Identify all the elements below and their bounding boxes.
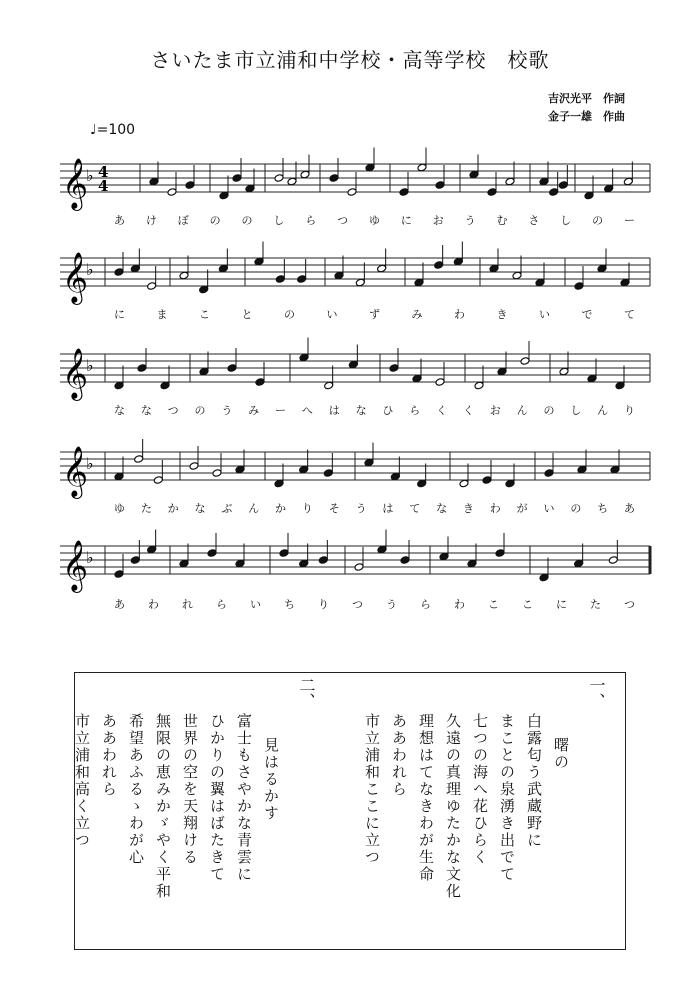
lyric-syllable: あ: [624, 502, 635, 515]
verse-line: 久遠の真理ゆたかな文化: [444, 713, 462, 900]
lyric-syllable: か: [275, 502, 287, 515]
svg-text:𝄞: 𝄞: [62, 158, 89, 209]
verse-line: 理想はてなきわが生命: [417, 713, 435, 883]
svg-text:𝄞: 𝄞: [62, 446, 89, 497]
svg-text:♭: ♭: [86, 166, 94, 185]
lyric-syllable: ゆ: [114, 502, 125, 515]
svg-text:𝄞: 𝄞: [62, 252, 89, 303]
verse-line: 希望あふるゝわが心: [127, 713, 145, 866]
lyric-syllable: い: [539, 308, 550, 321]
lyric-syllable: わ: [148, 598, 159, 611]
lyric-syllable: に: [400, 214, 412, 227]
lyric-syllable: み: [248, 404, 260, 417]
lyric-syllable: こ: [522, 598, 533, 611]
lyric-syllable: ち: [597, 502, 609, 515]
verse-line: 世界の空を天翔ける: [181, 713, 199, 866]
svg-text:4: 4: [98, 163, 109, 181]
lyric-syllable: う: [221, 404, 233, 417]
staff-line-3: [60, 340, 650, 402]
song-title: さいたま市立浦和中学校・高等学校 校歌: [150, 48, 550, 72]
lyric-syllable: な: [194, 502, 206, 515]
lyric-syllable: し: [273, 214, 285, 227]
staff-line-1: [60, 150, 650, 212]
verse-number: 一、: [587, 677, 606, 709]
lyric-syllable: わ: [454, 308, 465, 321]
lyric-syllable: そ: [328, 502, 340, 515]
lyric-syllable: ー: [624, 214, 635, 227]
lyric-syllable: あ: [114, 214, 125, 227]
verse-line: 白露匂う武蔵野に: [525, 713, 543, 849]
lyric-syllable: の: [241, 214, 253, 227]
lyric-syllable: て: [409, 502, 421, 515]
lyric-syllable: ら: [420, 598, 431, 611]
lyric-syllable: り: [318, 598, 329, 611]
lyric-syllable: あ: [114, 598, 125, 611]
lyric-syllable: し: [570, 404, 582, 417]
lyric-syllable: で: [581, 308, 593, 321]
lyric-syllable: み: [411, 308, 423, 321]
lyric-syllable: ず: [369, 308, 380, 321]
lyric-syllable: な: [355, 404, 367, 417]
verse-line: まことの泉湧き出でて: [498, 713, 516, 883]
lyric-syllable: い: [250, 598, 261, 611]
lyric-syllable: こ: [488, 598, 499, 611]
lyric-syllable: の: [209, 214, 221, 227]
lyricist-credit: 吉沢光平 作詞: [548, 92, 625, 105]
verse-line: 市立浦和高く立つ: [73, 713, 91, 849]
lyric-syllable: た: [140, 502, 152, 515]
lyric-syllable: ん: [597, 404, 609, 417]
lyric-syllable: う: [355, 502, 367, 515]
tempo-marking: ♩=100: [90, 122, 136, 138]
verse-line: 見はるかす: [262, 737, 280, 822]
verse-line: 曙の: [552, 737, 570, 771]
svg-text:♭: ♭: [86, 454, 94, 473]
lyric-syllable: ん: [248, 502, 260, 515]
lyric-syllable: さ: [528, 214, 540, 227]
lyric-syllable: き: [496, 308, 508, 321]
verse-line: ひかりの翼はばたきて: [208, 713, 226, 883]
svg-text:♭: ♭: [86, 260, 94, 279]
lyric-syllable: と: [241, 308, 253, 321]
lyric-syllable: は: [328, 404, 340, 417]
lyric-syllable: は: [382, 502, 394, 515]
svg-text:4: 4: [98, 177, 109, 195]
lyric-syllable: り: [301, 502, 313, 515]
lyric-syllable: け: [145, 214, 157, 227]
lyric-syllable: く: [436, 404, 448, 417]
lyric-syllable: が: [516, 502, 528, 515]
verse-line: ああわれら: [390, 713, 408, 798]
composer-credit: 金子一雄 作曲: [548, 110, 625, 123]
lyric-syllable: ん: [516, 404, 528, 417]
lyric-syllable: ら: [216, 598, 227, 611]
lyric-syllable: ー: [275, 404, 287, 417]
svg-text:♭: ♭: [86, 548, 94, 567]
lyric-syllable: き: [462, 502, 474, 515]
svg-text:𝄞: 𝄞: [62, 540, 89, 591]
lyric-syllable: お: [432, 214, 444, 227]
lyric-syllable: ぼ: [177, 214, 189, 227]
verse-line: 富士もさやかな青雲に: [235, 713, 253, 883]
lyric-syllable: ら: [305, 214, 317, 227]
lyric-syllable: ら: [409, 404, 421, 417]
lyric-syllable: し: [560, 214, 572, 227]
lyric-syllable: む: [496, 214, 508, 227]
lyric-syllable: う: [464, 214, 476, 227]
lyric-syllable: な: [436, 502, 448, 515]
lyric-syllable: つ: [352, 598, 363, 611]
lyric-syllable: の: [592, 214, 604, 227]
svg-text:♭: ♭: [86, 356, 94, 375]
lyric-syllable: わ: [489, 502, 501, 515]
staff-line-2: [60, 244, 650, 306]
lyric-syllable: て: [624, 308, 635, 321]
lyric-syllable: の: [570, 502, 582, 515]
lyric-syllable: つ: [337, 214, 349, 227]
lyric-syllable: の: [284, 308, 295, 321]
lyric-syllable: ち: [284, 598, 295, 611]
lyric-syllable: に: [556, 598, 567, 611]
lyric-syllable: い: [326, 308, 338, 321]
svg-text:𝄞: 𝄞: [62, 348, 89, 399]
lyric-syllable: た: [590, 598, 601, 611]
verses-box: [74, 672, 626, 950]
lyric-syllable: れ: [182, 598, 193, 611]
lyric-syllable: お: [489, 404, 501, 417]
lyric-syllable: の: [543, 404, 555, 417]
lyric-syllable: ぶ: [221, 502, 233, 515]
lyric-syllable: な: [114, 404, 125, 417]
lyric-syllable: つ: [167, 404, 179, 417]
lyric-syllable: く: [462, 404, 474, 417]
lyric-syllable: ま: [156, 308, 168, 321]
verse-line: 無限の恵みかゞやく平和: [154, 713, 172, 900]
lyric-syllable: ひ: [382, 404, 394, 417]
staff-line-5: [60, 532, 650, 594]
verse-line: 七つの海へ花ひらく: [471, 713, 489, 866]
lyric-syllable: わ: [454, 598, 465, 611]
verse-line: 市立浦和ここに立つ: [363, 713, 381, 866]
lyric-syllable: う: [386, 598, 397, 611]
lyric-syllable: り: [624, 404, 635, 417]
lyric-syllable: ゆ: [369, 214, 380, 227]
lyric-syllable: か: [167, 502, 179, 515]
lyric-syllable: こ: [199, 308, 210, 321]
lyric-syllable: の: [194, 404, 206, 417]
verse-line: ああわれら: [100, 713, 118, 798]
lyric-syllable: に: [114, 308, 125, 321]
verse-number: 二、: [297, 677, 316, 709]
lyric-syllable: つ: [624, 598, 635, 611]
lyric-syllable: い: [543, 502, 555, 515]
staff-line-4: [60, 438, 650, 500]
lyric-syllable: へ: [301, 404, 313, 417]
lyric-syllable: な: [140, 404, 152, 417]
